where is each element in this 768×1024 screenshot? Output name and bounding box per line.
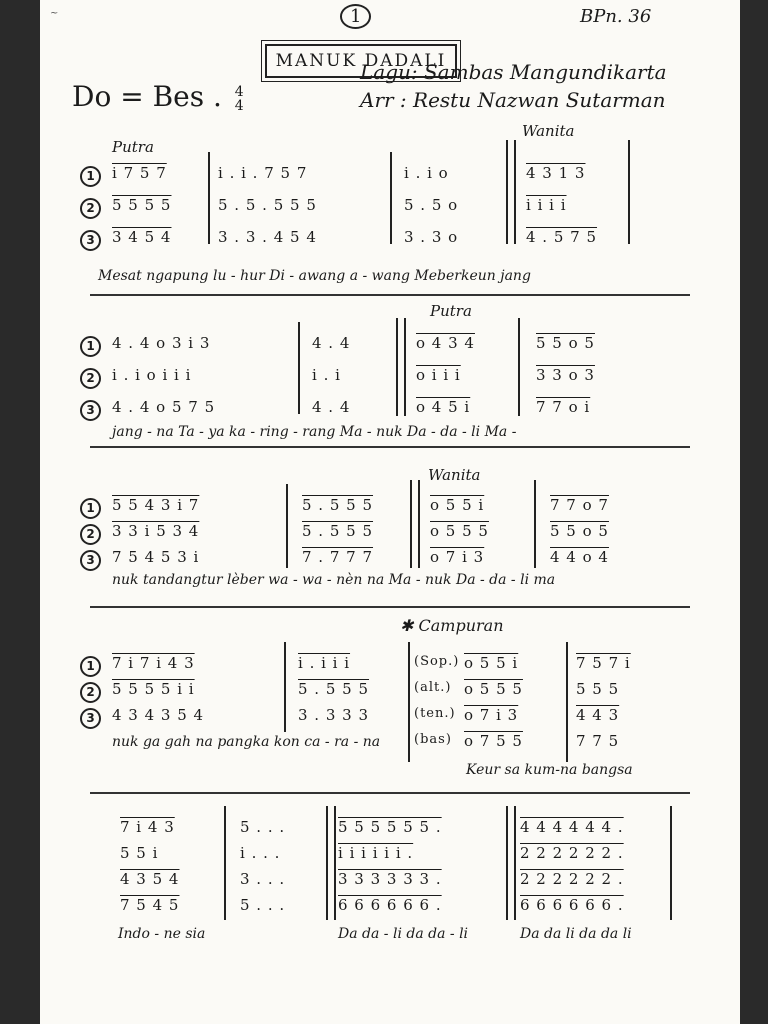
notation: o i i i (416, 366, 461, 384)
notation: o 5 5 i (430, 496, 485, 514)
notation: o 7 5 5 (464, 732, 523, 750)
notation: 5 5 5 (576, 680, 620, 698)
notation: 7 i 4 3 (120, 818, 175, 836)
notation: 7 7 o i (536, 398, 591, 416)
system-divider (90, 606, 690, 608)
barline (224, 806, 226, 920)
notation: o 7 i 3 (430, 548, 485, 566)
notation: 4 3 1 3 (526, 164, 586, 182)
double-barline (506, 140, 516, 244)
barline (566, 642, 568, 762)
part-number: 1 (80, 498, 101, 519)
notation: i . . . (240, 844, 281, 862)
part-number: 1 (80, 656, 101, 677)
page-number: 1 (340, 6, 371, 27)
notation: 4 3 4 3 5 4 (112, 706, 205, 724)
system-divider (90, 792, 690, 794)
part-number: 1 (80, 166, 101, 187)
label-putra: Putra (430, 302, 472, 320)
notation: 5 5 5 5 5 5 . (338, 818, 442, 836)
notation: 5 5 4 3 i 7 (112, 496, 200, 514)
barline (518, 318, 520, 416)
part-number: 2 (80, 524, 101, 545)
corner-note: BPn. 36 (580, 6, 652, 27)
notation: 5 . 5 5 5 (302, 496, 374, 514)
notation: 3 3 o 3 (536, 366, 595, 384)
barline (628, 140, 630, 244)
notation: 4 4 3 (576, 706, 620, 724)
voice-label: (alt.) (414, 680, 452, 695)
corner-scribble: ~ (50, 8, 59, 19)
barline (208, 152, 210, 244)
notation: 3 . 3 o (404, 228, 459, 246)
part-number: 2 (80, 368, 101, 389)
part-number: 3 (80, 708, 101, 729)
composer-line: Lagu: Sambas Mangundikarta (360, 60, 667, 84)
notation: 7 7 o 7 (550, 496, 609, 514)
voice-label: (ten.) (414, 706, 456, 721)
notation: i . i i i (298, 654, 351, 672)
notation: 3 . 3 . 4 5 4 (218, 228, 317, 246)
part-number: 3 (80, 400, 101, 421)
system-divider (90, 446, 690, 448)
notation: o 7 i 3 (464, 706, 519, 724)
notation: 7 5 4 5 (120, 896, 180, 914)
notation: 7 5 7 i (576, 654, 631, 672)
barline (286, 484, 288, 568)
barline (298, 322, 300, 414)
notation: 5 5 i (120, 844, 159, 862)
barline (408, 642, 410, 762)
notation: i . i . 7 5 7 (218, 164, 308, 182)
system-divider (90, 294, 690, 296)
notation: 3 4 5 4 (112, 228, 172, 246)
label-putra: Putra (112, 138, 154, 156)
notation: 3 3 i 5 3 4 (112, 522, 200, 540)
song-title: MANUK DADALI (265, 44, 457, 78)
lyrics-line: nuk tandangtur lèber wa - wa - nèn na Ma - nuk Da - da - li ma (112, 572, 556, 588)
notation: 5 5 o 5 (550, 522, 609, 540)
notation: 5 . 5 5 5 (298, 680, 370, 698)
notation: i . i o i i i (112, 366, 192, 384)
notation: 7 . 7 7 7 (302, 548, 374, 566)
notation: 5 . 5 o (404, 196, 459, 214)
lyrics-line: Mesat ngapung lu - hur Di - awang a - wang Meberkeun jang (98, 268, 531, 284)
notation: o 4 3 4 (416, 334, 475, 352)
label-wanita: Wanita (428, 466, 481, 484)
notation: o 4 5 i (416, 398, 471, 416)
notation: i 7 5 7 (112, 164, 167, 182)
double-barline (326, 806, 336, 920)
notation: 6 6 6 6 6 6 . (338, 896, 442, 914)
barline (534, 480, 536, 568)
part-number: 1 (80, 336, 101, 357)
part-number: 3 (80, 230, 101, 251)
double-barline (410, 480, 420, 568)
notation: 4 4 4 4 4 4 . (520, 818, 624, 836)
notation: i i i i (526, 196, 567, 214)
notation: 5 5 5 5 (112, 196, 172, 214)
part-number: 2 (80, 198, 101, 219)
part-number: 2 (80, 682, 101, 703)
notation: 3 . 3 3 3 (298, 706, 370, 724)
notation: 4 . 4 (312, 398, 351, 416)
label-campuran: ✱ Campuran (400, 616, 504, 635)
voice-label: (Sop.) (414, 654, 460, 669)
barline (284, 642, 286, 732)
notation: o 5 5 5 (430, 522, 489, 540)
notation: i i i i i i . (338, 844, 414, 862)
notation: 4 4 o 4 (550, 548, 609, 566)
notation: 5 . 5 5 5 (302, 522, 374, 540)
score-sheet (40, 0, 740, 1024)
notation: 4 . 5 7 5 (526, 228, 598, 246)
double-barline (506, 806, 516, 920)
notation: o 5 5 5 (464, 680, 523, 698)
notation: 6 6 6 6 6 6 . (520, 896, 624, 914)
notation: 3 . . . (240, 870, 286, 888)
notation: 2 2 2 2 2 2 . (520, 870, 624, 888)
notation: 5 5 5 5 i i (112, 680, 195, 698)
notation: 5 . . . (240, 896, 286, 914)
notation: 7 5 4 5 3 i (112, 548, 200, 566)
lyrics-line: Keur sa kum-na bangsa (466, 762, 633, 778)
notation: 5 . . . (240, 818, 286, 836)
notation: 4 3 5 4 (120, 870, 180, 888)
notation: 5 . 5 . 5 5 5 (218, 196, 317, 214)
lyrics-line: Da da li da da li (520, 926, 632, 942)
double-barline (396, 318, 406, 416)
notation: 4 . 4 o 5 7 5 (112, 398, 216, 416)
barline (390, 152, 392, 244)
notation: o 5 5 i (464, 654, 519, 672)
notation: 3 3 3 3 3 3 . (338, 870, 442, 888)
notation: i . i (312, 366, 341, 384)
notation: 7 i 7 i 4 3 (112, 654, 195, 672)
label-wanita: Wanita (522, 122, 575, 140)
notation: i . i o (404, 164, 449, 182)
lyrics-line: Da da - li da da - li (338, 926, 469, 942)
lyrics-line: jang - na Ta - ya ka - ring - rang Ma - nuk Da - da - li Ma - (112, 424, 517, 440)
part-number: 3 (80, 550, 101, 571)
key-signature: Do = Bes . 4 4 (72, 80, 244, 114)
notation: 4 . 4 (312, 334, 351, 352)
barline (670, 806, 672, 920)
notation: 7 7 5 (576, 732, 620, 750)
notation: 5 5 o 5 (536, 334, 595, 352)
arranger-line: Arr : Restu Nazwan Sutarman (360, 88, 666, 112)
voice-label: (bas) (414, 732, 452, 747)
lyrics-line: nuk ga gah na pangka kon ca - ra - na (112, 734, 381, 750)
notation: 2 2 2 2 2 2 . (520, 844, 624, 862)
notation: 4 . 4 o 3 i 3 (112, 334, 211, 352)
lyrics-line: Indo - ne sia (118, 926, 206, 942)
